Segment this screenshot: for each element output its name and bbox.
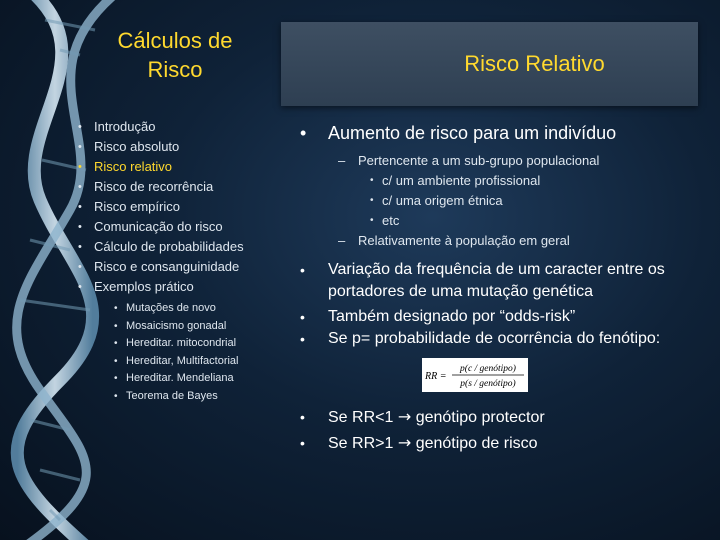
slide-content <box>300 122 714 455</box>
topic-navigation <box>78 117 244 406</box>
nav-subitem-bayes[interactable]: • Teorema de Bayes <box>78 388 244 406</box>
nav-item-calculo-probabilidades[interactable]: • Cálculo de probabilidades <box>78 237 244 257</box>
nav-item-risco-consanguinidade[interactable]: • Risco e consanguinidade <box>78 257 244 277</box>
nav-item-comunicacao-risco[interactable]: • Comunicação do risco <box>78 217 244 237</box>
nav-item-risco-absoluto[interactable]: • Risco absoluto <box>78 137 244 157</box>
bullet-icon: • <box>300 409 305 425</box>
bullet-icon: • <box>300 331 305 347</box>
formula-denominator: p(s / genótipo) <box>460 379 516 389</box>
section-title-line-1: Cálculos de <box>117 28 233 53</box>
formula-numerator: p(c / genótipo) <box>460 364 516 374</box>
bullet-icon: • <box>370 195 374 206</box>
arrow-right-icon: → <box>397 433 412 452</box>
section-title-line-2: Risco <box>147 57 203 82</box>
rr-formula <box>422 358 528 392</box>
nav-item-risco-recorrencia[interactable]: • Risco de recorrência <box>78 177 244 197</box>
bullet-rr-menor: • Se RR<1 → genótipo protector <box>300 407 545 426</box>
subsubbullet-origem: • c/ uma origem étnica <box>300 191 714 211</box>
bullet-icon: • <box>370 175 374 186</box>
bullet-rr-maior: • Se RR>1 → genótipo de risco <box>300 433 538 452</box>
nav-subitem-mosaicismo[interactable]: • Mosaicismo gonadal <box>78 318 244 336</box>
subbullet-pertencente: – Pertencente a um sub-grupo populacional <box>300 151 714 171</box>
bullet-icon: • <box>370 215 374 226</box>
nav-subitems <box>78 300 244 406</box>
bullet-icon: • <box>300 309 305 325</box>
nav-subitem-mendeliana[interactable]: • Hereditar. Mendeliana <box>78 370 244 388</box>
slide-title: Risco Relativo <box>464 51 605 76</box>
nav-subitem-multifactorial[interactable]: • Hereditar, Multifactorial <box>78 353 244 371</box>
formula-lhs: RR = <box>425 371 447 382</box>
arrow-right-icon: → <box>397 407 412 426</box>
slide-title-box <box>281 22 698 106</box>
subsubbullet-etc: • etc <box>300 211 714 231</box>
dash-icon: – <box>338 233 346 248</box>
subsubbullet-ambiente: • c/ um ambiente profissional <box>300 171 714 191</box>
nav-item-risco-relativo[interactable]: • Risco relativo <box>78 157 244 177</box>
bullet-icon: • <box>300 262 305 278</box>
bullet-variacao: • Variação da frequência de um caracter entre os portadores de uma mutação genética <box>300 261 665 300</box>
dash-icon: – <box>338 153 346 168</box>
nav-subitem-mutacoes[interactable]: • Mutações de novo <box>78 300 244 318</box>
nav-item-risco-empirico[interactable]: • Risco empírico <box>78 197 244 217</box>
bullet-probabilidade: • Se p= probabilidade de ocorrência do fenótipo: <box>300 328 714 350</box>
section-title <box>86 26 264 84</box>
nav-subitem-mitocondrial[interactable]: • Hereditar. mitocondrial <box>78 335 244 353</box>
bullet-odds-risk: • Também designado por “odds-risk” <box>300 306 714 328</box>
subbullet-relativamente: – Relativamente à população em geral <box>300 231 714 251</box>
nav-item-introducao[interactable]: • Introdução <box>78 117 244 137</box>
bullet-aumento-risco: • Aumento de risco para um indivíduo <box>300 123 617 143</box>
bullet-icon: • <box>300 123 307 143</box>
nav-item-exemplos-pratico[interactable]: • Exemplos prático <box>78 277 244 297</box>
bullet-icon: • <box>300 435 305 451</box>
